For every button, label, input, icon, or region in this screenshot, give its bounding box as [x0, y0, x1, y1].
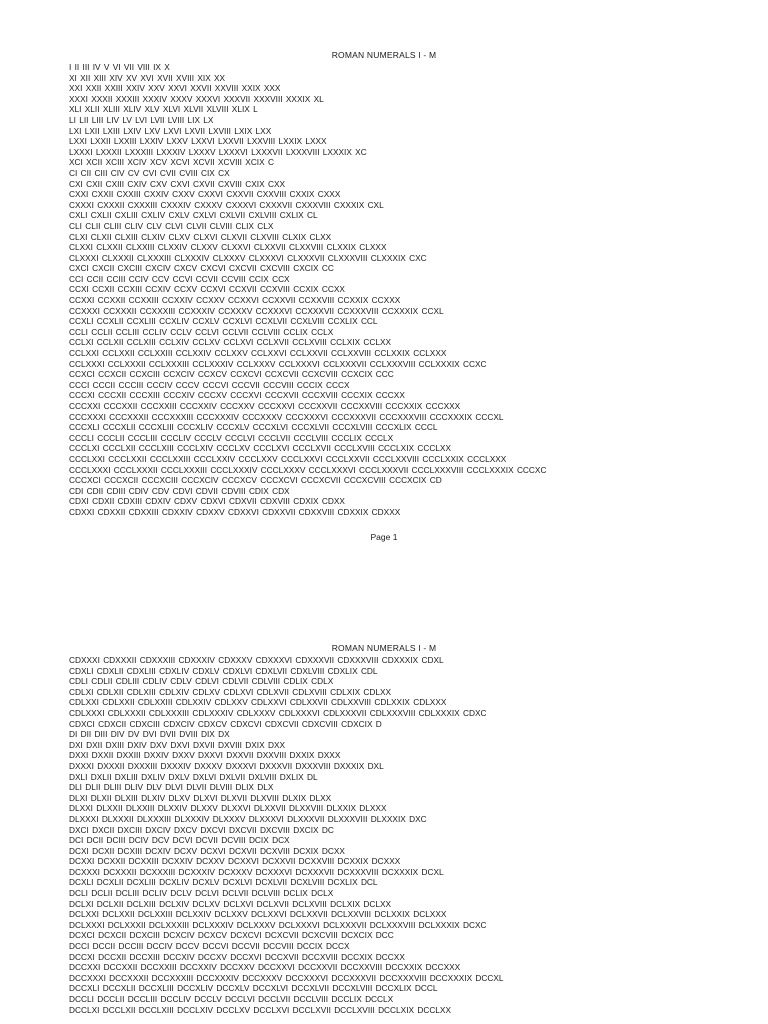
- numeral-row: I II III IV V VI VII VIII IX X: [69, 62, 170, 72]
- numeral-row: DCXI DCXII DCXIII DCXIV DCXV DCXVI DCXVII DCXVIII DCXIX DCXX: [69, 845, 345, 856]
- numeral-row: CLXXI CLXXII CLXXIII CLXXIV CLXXV CLXXVI CLXXVII CLXXVIII CLXXIX CLXXX: [69, 242, 387, 253]
- numeral-row: DCLXXI DCLXXII DCLXXIII DCLXXIV DCLXXV DCLXXVI DCLXXVII DCLXXVIII DCLXXIX DCLXXX: [69, 909, 447, 920]
- numeral-row: CCCLXXXI CCCLXXXII CCCLXXXIII CCCLXXXIV CCCLXXXV CCCLXXXVI CCCLXXXVII CCCLXXXVIII CCCLXXXIX CCCXC: [69, 464, 547, 475]
- numeral-row: CDXLI CDXLII CDXLIII CDXLIV CDXLV CDXLVI CDXLVII CDXLVIII CDXLIX CDL: [69, 665, 378, 676]
- numeral-row: CCLI CCLII CCLIII CCLIV CCLV CCLVI CCLVII CCLVIII CCLIX CCLX: [69, 326, 334, 337]
- numeral-row: CCCXLI CCCXLII CCCXLIII CCCXLIV CCCXLV CCCXLVI CCCXLVII CCCXLVIII CCCXLIX CCCL: [69, 422, 438, 433]
- numeral-row: DXXI DXXII DXXIII DXXIV DXXV DXXVI DXXVII DXXVIII DXXIX DXXX: [69, 750, 341, 761]
- numeral-row: DCI DCII DCIII DCIV DCV DCVI DCVII DCVIII DCIX DCX: [69, 835, 290, 846]
- numeral-row: DCLXI DCLXII DCLXIII DCLXIV DCLXV DCLXVI DCLXVII DCLXVIII DCLXIX DCLXX: [69, 898, 392, 909]
- numeral-row: CCCLXXI CCCLXXII CCCLXXIII CCCLXXIV CCCLXXV CCCLXXVI CCCLXXVII CCCLXXVIII CCCLXXIX CCCLXXX: [69, 453, 507, 464]
- numeral-row: DCCXI DCCXII DCCXIII DCCXIV DCCXV DCCXVI DCCXVII DCCXVIII DCCXIX DCCXX: [69, 951, 405, 962]
- numeral-row: CCXXXI CCXXXII CCXXXIII CCXXXIV CCXXXV CCXXXVI CCXXXVII CCXXXVIII CCXXXIX CCXL: [69, 305, 444, 316]
- numeral-row: LXXI LXXII LXXIII LXXIV LXXV LXXVI LXXVII LXXVIII LXXIX LXXX: [69, 136, 327, 147]
- numeral-row: DLI DLII DLIII DLIV DLV DLVI DLVII DLVIII DLIX DLX: [69, 782, 274, 793]
- numeral-row: CDXI CDXII CDXIII CDXIV CDXV CDXVI CDXVII CDXVIII CDXIX CDXX: [69, 496, 345, 507]
- numeral-row: DLXXI DLXXII DLXXIII DLXXIV DLXXV DLXXVI DLXXVII DLXXVIII DLXXIX DLXXX: [69, 803, 387, 814]
- numeral-row: DXCI DXCII DXCIII DXCIV DXCV DXCVI DXCVII DXCVIII DXCIX DC: [69, 824, 334, 835]
- numeral-row: XXXI XXXII XXXIII XXXIV XXXV XXXVI XXXVII XXXVIII XXXIX XL: [69, 93, 324, 104]
- numeral-row: CDLI CDLII CDLIII CDLIV CDLV CDLVI CDLVII CDLVIII CDLIX CDLX: [69, 676, 334, 687]
- numeral-row: CCCI CCCII CCCIII CCCIV CCCV CCCVI CCCVII CCCVIII CCCIX CCCX: [69, 379, 350, 390]
- numeral-row: CCXLI CCXLII CCXLIII CCXLIV CCXLV CCXLVI CCXLVII CCXLVIII CCXLIX CCL: [69, 316, 378, 327]
- numeral-row: DCCXLI DCCXLII DCCXLIII DCCXLIV DCCXLV DCCXLVI DCCXLVII DCCXLVIII DCCXLIX DCCL: [69, 983, 438, 994]
- numeral-row: CDLXI CDLXII CDLXIII CDLXIV CDLXV CDLXVI CDLXVII CDLXVIII CDLXIX CDLXX: [69, 686, 392, 697]
- numeral-row: CDI CDII CDIII CDIV CDV CDVI CDVII CDVIII CDIX CDX: [69, 485, 290, 496]
- numeral-row: CCXCI CCXCII CCXCIII CCXCIV CCXCV CCXCVI CCXCVII CCXCVIII CCXCIX CCC: [69, 369, 394, 380]
- numeral-row: CXI CXII CXIII CXIV CXV CXVI CXVII CXVIII CXIX CXX: [69, 178, 286, 189]
- numeral-row: CXXI CXXII CXXIII CXXIV CXXV CXXVI CXXVII CXXVIII CXXIX CXXX: [69, 189, 341, 200]
- numeral-row: LI LII LIII LIV LV LVI LVII LVIII LIX LX: [69, 114, 214, 125]
- numeral-row: DCXCI DCXCII DCXCIII DCXCIV DCXCV DCXCVI DCXCVII DCXCVIII DCXCIX DCC: [69, 930, 394, 941]
- numeral-row: DXLI DXLII DXLIII DXLIV DXLV DXLVI DXLVII DXLVIII DXLIX DL: [69, 771, 318, 782]
- page-number: Page 1: [370, 532, 398, 542]
- numeral-row: CLXXXI CLXXXII CLXXXIII CLXXXIV CLXXXV CLXXXVI CLXXXVII CLXXXVIII CLXXXIX CXC: [69, 252, 427, 263]
- numeral-row: XLI XLII XLIII XLIV XLV XLVI XLVII XLVIII XLIX L: [69, 104, 258, 115]
- numeral-row: CCXXI CCXXII CCXXIII CCXXIV CCXXV CCXXVI CCXXVII CCXXVIII CCXXIX CCXXX: [69, 295, 401, 306]
- numeral-row: CDXXI CDXXII CDXXIII CDXXIV CDXXV CDXXVI CDXXVII CDXXVIII CDXXIX CDXXX: [69, 506, 401, 517]
- numeral-row: CXLI CXLII CXLIII CXLIV CXLV CXLVI CXLVII CXLVIII CXLIX CL: [69, 210, 318, 221]
- numeral-row: DCCLI DCCLII DCCLIII DCCLIV DCCLV DCCLVI DCCLVII DCCLVIII DCCLIX DCCLX: [69, 994, 394, 1004]
- numeral-row: DCXLI DCXLII DCXLIII DCXLIV DCXLV DCXLVI DCXLVII DCXLVIII DCXLIX DCL: [69, 877, 378, 888]
- numeral-row: DI DII DIII DIV DV DVI DVII DVIII DIX DX: [69, 729, 230, 740]
- numeral-row: CCLXI CCLXII CCLXIII CCLXIV CCLXV CCLXVI CCLXVII CCLXVIII CCLXIX CCLXX: [69, 337, 392, 348]
- numeral-row: DXXXI DXXXII DXXXIII DXXXIV DXXXV DXXXVI DXXXVII DXXXVIII DXXXIX DXL: [69, 760, 384, 771]
- numeral-row: LXXXI LXXXII LXXXIII LXXXIV LXXXV LXXXVI LXXXVII LXXXVIII LXXXIX XC: [69, 146, 367, 157]
- numeral-row: DCCXXI DCCXXII DCCXXIII DCCXXIV DCCXXV DCCXXVI DCCXXVII DCCXXVIII DCCXXIX DCCXXX: [69, 962, 461, 973]
- numeral-row: DLXI DLXII DLXIII DLXIV DLXV DLXVI DLXVII DLXVIII DLXIX DLXX: [69, 792, 332, 803]
- numeral-row: CCCXCI CCCXCII CCCXCIII CCCXCIV CCCXCV CCCXCVI CCCXCVII CCCXCVIII CCCXCIX CD: [69, 475, 442, 486]
- numeral-row: CDLXXI CDLXXII CDLXXIII CDLXXIV CDLXXV CDLXXVI CDLXXVII CDLXXVIII CDLXXIX CDLXXX: [69, 697, 447, 708]
- numeral-row: CCCLI CCCLII CCCLIII CCCLIV CCCLV CCCLVI CCCLVII CCCLVIII CCCLIX CCCLX: [69, 432, 394, 443]
- numeral-row: CDXCI CDXCII CDXCIII CDXCIV CDXCV CDXCVI CDXCVII CDXCVIII CDXCIX D: [69, 718, 382, 729]
- numeral-row: CLI CLII CLIII CLIV CLV CLVI CLVII CLVIII CLIX CLX: [69, 220, 274, 231]
- numeral-row: DCXXXI DCXXXII DCXXXIII DCXXXIV DCXXXV DCXXXVI DCXXXVII DCXXXVIII DCXXXIX DCXL: [69, 866, 444, 877]
- numeral-row: CI CII CIII CIV CV CVI CVII CVIII CIX CX: [69, 167, 230, 178]
- numeral-row: CLXI CLXII CLXIII CLXIV CLXV CLXVI CLXVII CLXVIII CLXIX CLXX: [69, 231, 332, 242]
- numeral-row: DCLXXXI DCLXXXII DCLXXXIII DCLXXXIV DCLXXXV DCLXXXVI DCLXXXVII DCLXXXVIII DCLXXXIX DCXC: [69, 919, 487, 930]
- page-title: ROMAN NUMERALS I - M: [331, 50, 437, 60]
- numeral-row: CCCXI CCCXII CCCXIII CCCXIV CCCXV CCCXVI CCCXVII CCCXVIII CCCXIX CCCXX: [69, 390, 405, 401]
- numeral-row: CDLXXXI CDLXXXII CDLXXXIII CDLXXXIV CDLXXXV CDLXXXVI CDLXXXVII CDLXXXVIII CDLXXXIX CDXC: [69, 707, 487, 718]
- numeral-row: CCCXXXI CCCXXXII CCCXXXIII CCCXXXIV CCCXXXV CCCXXXVI CCCXXXVII CCCXXXVIII CCCXXXIX CCCXL: [69, 411, 504, 422]
- numeral-row: DCCLXI DCCLXII DCCLXIII DCCLXIV DCCLXV DCCLXVI DCCLXVII DCCLXVIII DCCLXIX DCCLXX: [69, 1004, 451, 1015]
- numeral-row: XI XII XIII XIV XV XVI XVII XVIII XIX XX: [69, 72, 226, 83]
- numeral-row: DCXXI DCXXII DCXXIII DCXXIV DCXXV DCXXVI DCXXVII DCXXVIII DCXXIX DCXXX: [69, 856, 401, 867]
- page-title: ROMAN NUMERALS I - M: [331, 643, 437, 653]
- numeral-row: XCI XCII XCIII XCIV XCV XCVI XCVII XCVIII XCIX C: [69, 157, 274, 168]
- numeral-list: [69, 62, 759, 518]
- numeral-list: [69, 655, 759, 1015]
- numeral-row: CCXI CCXII CCXIII CCXIV CCXV CCXVI CCXVII CCXVIII CCXIX CCXX: [69, 284, 345, 295]
- numeral-row: CCLXXI CCLXXII CCLXXIII CCLXXIV CCLXXV CCLXXVI CCLXXVII CCLXXVIII CCLXXIX CCLXXX: [69, 348, 447, 359]
- numeral-row: CCCXXI CCCXXII CCCXXIII CCCXXIV CCCXXV CCCXXVI CCCXXVII CCCXXVIII CCCXXIX CCCXXX: [69, 401, 461, 411]
- numeral-row: CCCLXI CCCLXII CCCLXIII CCCLXIV CCCLXV CCCLXVI CCCLXVII CCCLXVIII CCCLXIX CCCLXX: [69, 443, 451, 454]
- numeral-row: CDXXXI CDXXXII CDXXXIII CDXXXIV CDXXXV CDXXXVI CDXXXVII CDXXXVIII CDXXXIX CDXL: [69, 655, 444, 665]
- numeral-row: DLXXXI DLXXXII DLXXXIII DLXXXIV DLXXXV DLXXXVI DLXXXVII DLXXXVIII DLXXXIX DXC: [69, 813, 427, 824]
- numeral-row: CCLXXXI CCLXXXII CCLXXXIII CCLXXXIV CCLXXXV CCLXXXVI CCLXXXVII CCLXXXVIII CCLXXXIX CCXC: [69, 358, 487, 369]
- numeral-row: DCLI DCLII DCLIII DCLIV DCLV DCLVI DCLVII DCLVIII DCLIX DCLX: [69, 888, 334, 899]
- numeral-row: LXI LXII LXIII LXIV LXV LXVI LXVII LXVIII LXIX LXX: [69, 125, 272, 136]
- numeral-row: CXCI CXCII CXCIII CXCIV CXCV CXCVI CXCVII CXCVIII CXCIX CC: [69, 263, 334, 274]
- numeral-row: XXI XXII XXIII XXIV XXV XXVI XXVII XXVIII XXIX XXX: [69, 83, 281, 94]
- numeral-row: CCI CCII CCIII CCIV CCV CCVI CCVII CCVIII CCIX CCX: [69, 273, 290, 284]
- numeral-row: DCCI DCCII DCCIII DCCIV DCCV DCCVI DCCVII DCCVIII DCCIX DCCX: [69, 941, 350, 952]
- numeral-row: DCCXXXI DCCXXXII DCCXXXIII DCCXXXIV DCCXXXV DCCXXXVI DCCXXXVII DCCXXXVIII DCCXXXIX DCCXL: [69, 972, 504, 983]
- numeral-row: CXXXI CXXXII CXXXIII CXXXIV CXXXV CXXXVI CXXXVII CXXXVIII CXXXIX CXL: [69, 199, 384, 210]
- numeral-row: DXI DXII DXIII DXIV DXV DXVI DXVII DXVIII DXIX DXX: [69, 739, 286, 750]
